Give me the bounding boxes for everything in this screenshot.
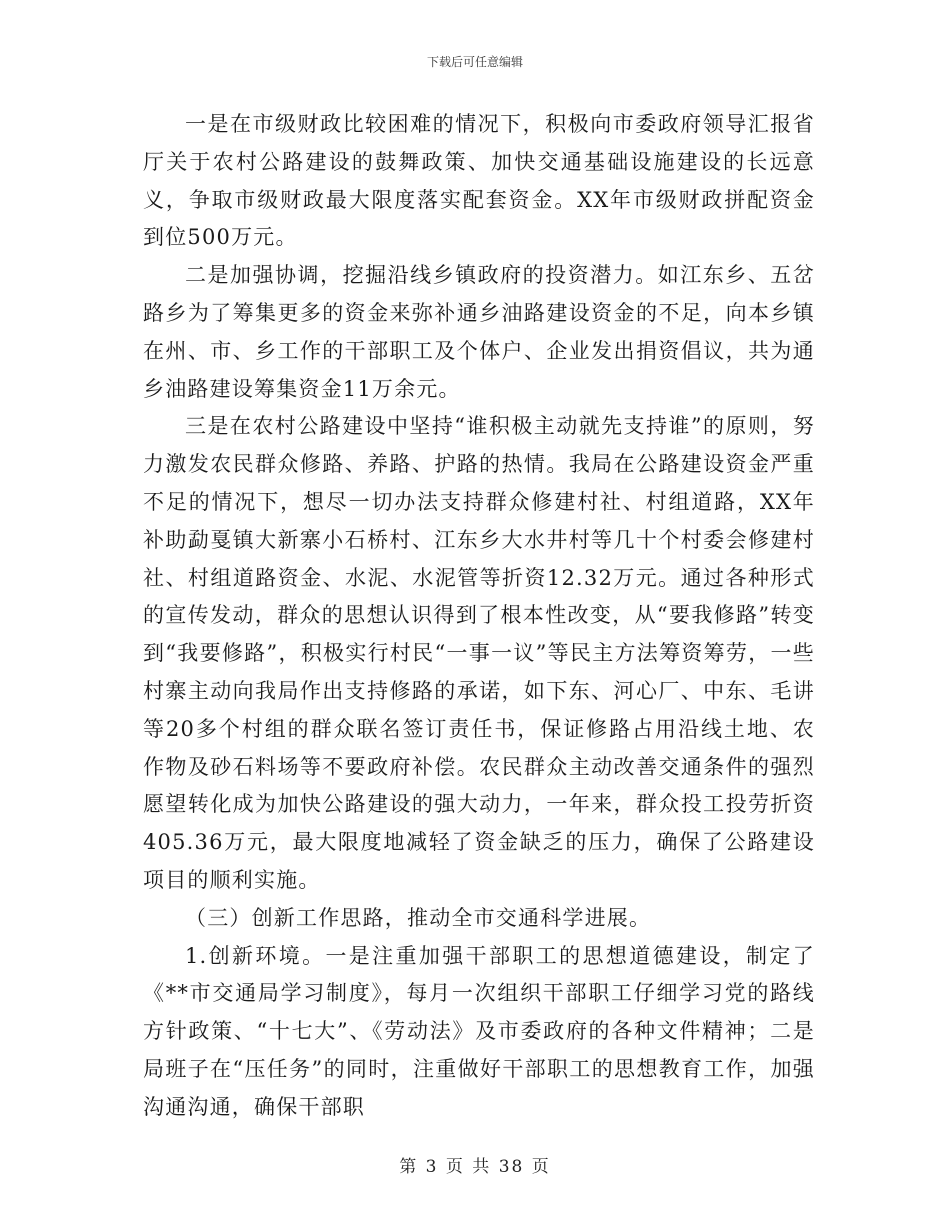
document-body (143, 106, 815, 1127)
paragraph-village-roads: 三是在农村公路建设中坚持“谁积极主动就先支持谁”的原则，努力激发农民群众修路、养路、护路的热情。我局在公路建设资金严重不足的情况下，想尽一切办法支持群众修建村社、村组道路，XX年补助勐戛镇大新寨小石桥村、江东乡大水井村等几十个村委会修建村社、村组道路资金、水泥、水泥管等折资12.32万元。通过各种形式的宣传发动，群众的思想认识得到了根本性改变，从“要我修路”转变到“我要修路”，积极实行村民“一事一议”等民主方法筹资筹劳，一些村寨主动向我局作出支持修路的承诺，如下东、河心厂、中东、毛讲等20多个村组的群众联名签订责任书，保证修路占用沿线土地、农作物及砂石料场等不要政府补偿。农民群众主动改善交通条件的强烈愿望转化成为加快公路建设的强大动力，一年来，群众投工投劳折资405.36万元，最大限度地减轻了资金缺乏的压力，确保了公路建设项目的顺利实施。 (143, 414, 815, 892)
paragraph-township-investment: 二是加强协调，挖掘沿线乡镇政府的投资潜力。如江东乡、五岔路乡为了筹集更多的资金来弥补通乡油路建设资金的不足，向本乡镇在州、市、乡工作的干部职工及个体户、企业发出捐资倡议，共为通乡油路建设筹集资金11万余元。 (143, 263, 815, 401)
page-number-footer: 第 3 页 共 38 页 (399, 1157, 551, 1177)
page-header: 下载后可任意编辑 (426, 55, 523, 69)
section-heading-innovation: （三）创新工作思路，推动全市交通科学进展。 (185, 905, 652, 930)
paragraph-funding-city: 一是在市级财政比较困难的情况下，积极向市委政府领导汇报省厅关于农村公路建设的鼓舞政策、加快交通基础设施建设的长远意义，争取市级财政最大限度落实配套资金。XX年市级财政拼配资金到位500万元。 (143, 112, 815, 250)
paragraph-innovate-environment: 1.创新环境。一是注重加强干部职工的思想道德建设，制定了《**市交通局学习制度》，每月一次组织干部职工仔细学习党的路线方针政策、“十七大”、《劳动法》及市委政府的各种文件精神；二是局班子在“压任务”的同时，注重做好干部职工的思想教育工作，加强沟通沟通，确保干部职 (143, 943, 815, 1119)
